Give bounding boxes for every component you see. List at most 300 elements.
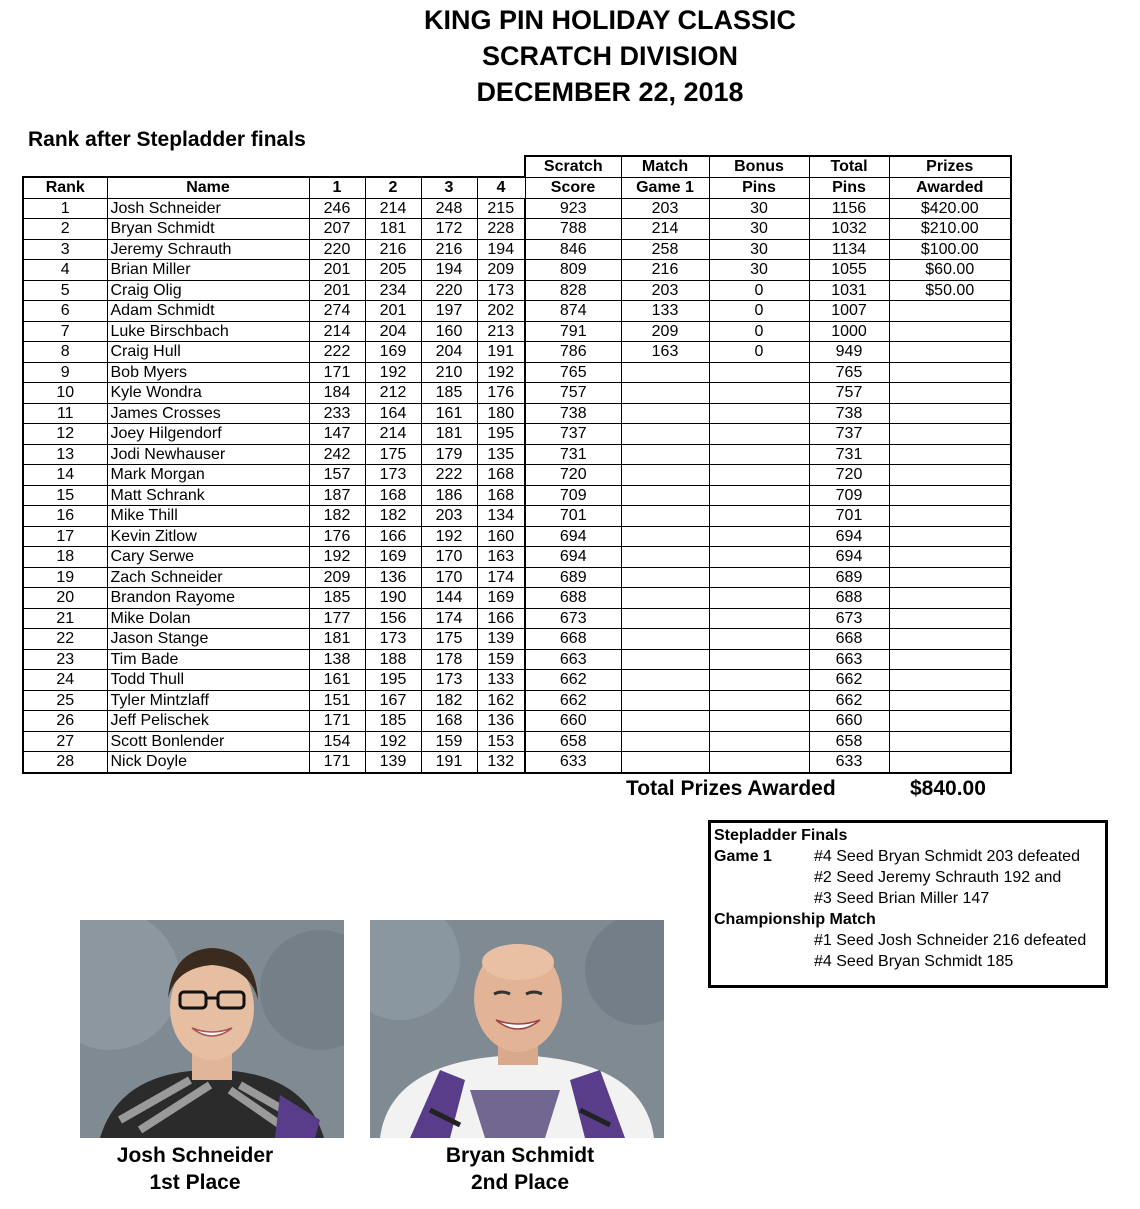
total-prizes-label: Total Prizes Awarded [626, 777, 836, 800]
cell-game-4: 132 [477, 752, 525, 773]
cell-scratch-score: 633 [525, 752, 621, 773]
cell-prize-awarded [889, 731, 1011, 752]
cell-match-game-1: 203 [621, 198, 709, 219]
cell-game-4: 191 [477, 342, 525, 363]
cell-match-game-1 [621, 465, 709, 486]
cell-bonus-pins [709, 608, 809, 629]
cell-game-2: 212 [365, 383, 421, 404]
championship-line: #4 Seed Bryan Schmidt 185 [814, 953, 1014, 970]
table-row [23, 403, 1011, 424]
cell-name: Scott Bonlender [107, 731, 309, 752]
cell-match-game-1: 209 [621, 321, 709, 342]
cell-rank: 18 [23, 547, 107, 568]
cell-game-4: 213 [477, 321, 525, 342]
cell-name: Luke Birschbach [107, 321, 309, 342]
cell-game-1: 176 [309, 526, 365, 547]
cell-game-2: 136 [365, 567, 421, 588]
winner-caption-1 [100, 1142, 290, 1196]
cell-game-1: 171 [309, 752, 365, 773]
cell-game-3: 191 [421, 752, 477, 773]
table-row [23, 219, 1011, 240]
cell-bonus-pins [709, 588, 809, 609]
cell-prize-awarded [889, 567, 1011, 588]
cell-total-pins: 731 [809, 444, 889, 465]
winner-2-name: Bryan Schmidt [445, 1144, 595, 1167]
cell-rank: 24 [23, 670, 107, 691]
cell-prize-awarded: $60.00 [889, 260, 1011, 281]
cell-total-pins: 738 [809, 403, 889, 424]
cell-bonus-pins [709, 526, 809, 547]
cell-rank: 2 [23, 219, 107, 240]
cell-game-2: 185 [365, 711, 421, 732]
cell-scratch-score: 694 [525, 547, 621, 568]
cell-total-pins: 694 [809, 526, 889, 547]
header-row [23, 177, 1011, 198]
cell-game-3: 203 [421, 506, 477, 527]
winner-photo-1 [80, 920, 344, 1138]
col-name: Name [107, 177, 309, 198]
cell-game-1: 220 [309, 239, 365, 260]
cell-match-game-1 [621, 670, 709, 691]
cell-name: Adam Schmidt [107, 301, 309, 322]
table-row [23, 752, 1011, 773]
col-rank: Rank [23, 177, 107, 198]
cell-game-3: 170 [421, 547, 477, 568]
cell-prize-awarded [889, 465, 1011, 486]
col-prizes-bottom: Awarded [889, 177, 1011, 198]
table-row [23, 547, 1011, 568]
cell-game-2: 182 [365, 506, 421, 527]
cell-total-pins: 694 [809, 547, 889, 568]
cell-game-3: 186 [421, 485, 477, 506]
cell-game-4: 176 [477, 383, 525, 404]
game1-line: #4 Seed Bryan Schmidt 203 defeated [814, 848, 1080, 865]
cell-match-game-1 [621, 485, 709, 506]
cell-game-4: 166 [477, 608, 525, 629]
cell-match-game-1 [621, 403, 709, 424]
cell-game-3: 197 [421, 301, 477, 322]
table-row [23, 465, 1011, 486]
table-row [23, 260, 1011, 281]
cell-rank: 17 [23, 526, 107, 547]
cell-bonus-pins: 0 [709, 342, 809, 363]
cell-total-pins: 662 [809, 670, 889, 691]
cell-game-1: 201 [309, 260, 365, 281]
cell-bonus-pins [709, 649, 809, 670]
cell-game-4: 173 [477, 280, 525, 301]
col-total-bottom: Pins [809, 177, 889, 198]
cell-bonus-pins [709, 383, 809, 404]
cell-game-1: 233 [309, 403, 365, 424]
cell-game-3: 210 [421, 362, 477, 383]
cell-name: Bob Myers [107, 362, 309, 383]
cell-total-pins: 709 [809, 485, 889, 506]
cell-game-2: 192 [365, 362, 421, 383]
cell-name: Craig Hull [107, 342, 309, 363]
cell-game-2: 166 [365, 526, 421, 547]
cell-scratch-score: 846 [525, 239, 621, 260]
cell-total-pins: 1031 [809, 280, 889, 301]
results-table [22, 155, 1012, 774]
cell-rank: 8 [23, 342, 107, 363]
table-row [23, 198, 1011, 219]
table-row [23, 649, 1011, 670]
cell-bonus-pins [709, 711, 809, 732]
cell-game-3: 161 [421, 403, 477, 424]
cell-name: Craig Olig [107, 280, 309, 301]
cell-scratch-score: 738 [525, 403, 621, 424]
cell-game-4: 202 [477, 301, 525, 322]
cell-match-game-1 [621, 731, 709, 752]
cell-scratch-score: 788 [525, 219, 621, 240]
cell-game-1: 246 [309, 198, 365, 219]
cell-game-1: 161 [309, 670, 365, 691]
cell-match-game-1 [621, 629, 709, 650]
cell-scratch-score: 658 [525, 731, 621, 752]
table-row [23, 280, 1011, 301]
cell-game-2: 167 [365, 690, 421, 711]
cell-game-4: 139 [477, 629, 525, 650]
cell-match-game-1: 216 [621, 260, 709, 281]
cell-rank: 11 [23, 403, 107, 424]
cell-rank: 9 [23, 362, 107, 383]
cell-game-2: 175 [365, 444, 421, 465]
total-prizes-value: $840.00 [910, 777, 986, 800]
cell-game-2: 188 [365, 649, 421, 670]
cell-game-4: 136 [477, 711, 525, 732]
cell-total-pins: 949 [809, 342, 889, 363]
cell-scratch-score: 765 [525, 362, 621, 383]
cell-game-1: 184 [309, 383, 365, 404]
table-row [23, 588, 1011, 609]
cell-game-1: 138 [309, 649, 365, 670]
cell-game-1: 201 [309, 280, 365, 301]
cell-game-2: 169 [365, 547, 421, 568]
col-game-3: 3 [421, 177, 477, 198]
cell-bonus-pins [709, 424, 809, 445]
cell-match-game-1 [621, 649, 709, 670]
cell-bonus-pins [709, 567, 809, 588]
cell-prize-awarded: $100.00 [889, 239, 1011, 260]
cell-scratch-score: 688 [525, 588, 621, 609]
cell-match-game-1 [621, 567, 709, 588]
cell-match-game-1: 163 [621, 342, 709, 363]
winner-1-place: 1st Place [149, 1171, 241, 1194]
cell-rank: 19 [23, 567, 107, 588]
cell-match-game-1: 133 [621, 301, 709, 322]
cell-match-game-1 [621, 690, 709, 711]
cell-scratch-score: 737 [525, 424, 621, 445]
title-line-2: SCRATCH DIVISION [481, 41, 738, 71]
cell-prize-awarded: $210.00 [889, 219, 1011, 240]
cell-game-1: 171 [309, 711, 365, 732]
col-game-2: 2 [365, 177, 421, 198]
table-row [23, 506, 1011, 527]
cell-prize-awarded [889, 362, 1011, 383]
cell-bonus-pins: 0 [709, 301, 809, 322]
cell-game-1: 209 [309, 567, 365, 588]
stepladder-finals-box [708, 820, 1108, 988]
cell-game-1: 222 [309, 342, 365, 363]
cell-match-game-1 [621, 424, 709, 445]
cell-bonus-pins [709, 752, 809, 773]
finals-heading: Stepladder Finals [714, 827, 848, 844]
cell-bonus-pins [709, 362, 809, 383]
cell-match-game-1 [621, 608, 709, 629]
cell-total-pins: 737 [809, 424, 889, 445]
cell-name: Mark Morgan [107, 465, 309, 486]
cell-match-game-1: 214 [621, 219, 709, 240]
cell-prize-awarded [889, 383, 1011, 404]
cell-name: Tyler Mintzlaff [107, 690, 309, 711]
cell-bonus-pins [709, 731, 809, 752]
cell-match-game-1 [621, 444, 709, 465]
cell-match-game-1: 258 [621, 239, 709, 260]
table-row [23, 690, 1011, 711]
col-bonus-top: Bonus [709, 156, 809, 177]
cell-match-game-1 [621, 362, 709, 383]
cell-game-4: 168 [477, 465, 525, 486]
cell-game-2: 214 [365, 424, 421, 445]
cell-scratch-score: 701 [525, 506, 621, 527]
cell-prize-awarded [889, 649, 1011, 670]
cell-bonus-pins [709, 444, 809, 465]
winner-photo-2-image [370, 920, 664, 1138]
cell-game-1: 185 [309, 588, 365, 609]
cell-rank: 3 [23, 239, 107, 260]
cell-total-pins: 668 [809, 629, 889, 650]
winner-caption-2 [425, 1142, 615, 1196]
col-total-top: Total [809, 156, 889, 177]
cell-game-4: 192 [477, 362, 525, 383]
table-row [23, 362, 1011, 383]
table-row [23, 485, 1011, 506]
cell-total-pins: 662 [809, 690, 889, 711]
cell-rank: 13 [23, 444, 107, 465]
cell-game-3: 160 [421, 321, 477, 342]
table-row [23, 239, 1011, 260]
cell-name: Brian Miller [107, 260, 309, 281]
cell-rank: 10 [23, 383, 107, 404]
cell-rank: 28 [23, 752, 107, 773]
cell-total-pins: 633 [809, 752, 889, 773]
cell-rank: 21 [23, 608, 107, 629]
cell-game-2: 156 [365, 608, 421, 629]
cell-bonus-pins [709, 506, 809, 527]
cell-total-pins: 1007 [809, 301, 889, 322]
cell-scratch-score: 709 [525, 485, 621, 506]
cell-game-3: 220 [421, 280, 477, 301]
cell-match-game-1: 203 [621, 280, 709, 301]
cell-game-1: 242 [309, 444, 365, 465]
col-scratch-top: Scratch [525, 156, 621, 177]
cell-game-3: 222 [421, 465, 477, 486]
col-match-top: Match [621, 156, 709, 177]
subtitle: Rank after Stepladder finals [28, 128, 306, 151]
cell-name: Mike Dolan [107, 608, 309, 629]
cell-scratch-score: 791 [525, 321, 621, 342]
cell-name: Brandon Rayome [107, 588, 309, 609]
cell-scratch-score: 662 [525, 670, 621, 691]
cell-game-2: 195 [365, 670, 421, 691]
cell-game-1: 274 [309, 301, 365, 322]
cell-bonus-pins [709, 690, 809, 711]
cell-game-3: 192 [421, 526, 477, 547]
cell-game-1: 181 [309, 629, 365, 650]
cell-rank: 12 [23, 424, 107, 445]
cell-rank: 27 [23, 731, 107, 752]
cell-game-2: 201 [365, 301, 421, 322]
cell-name: James Crosses [107, 403, 309, 424]
cell-game-4: 174 [477, 567, 525, 588]
cell-game-1: 177 [309, 608, 365, 629]
table-row [23, 321, 1011, 342]
cell-prize-awarded [889, 547, 1011, 568]
cell-game-3: 174 [421, 608, 477, 629]
col-game-1: 1 [309, 177, 365, 198]
cell-prize-awarded [889, 629, 1011, 650]
cell-game-1: 151 [309, 690, 365, 711]
cell-scratch-score: 689 [525, 567, 621, 588]
cell-rank: 7 [23, 321, 107, 342]
cell-game-4: 134 [477, 506, 525, 527]
cell-scratch-score: 694 [525, 526, 621, 547]
cell-game-1: 154 [309, 731, 365, 752]
cell-name: Jodi Newhauser [107, 444, 309, 465]
cell-rank: 26 [23, 711, 107, 732]
cell-game-3: 172 [421, 219, 477, 240]
col-game-4: 4 [477, 177, 525, 198]
cell-game-2: 204 [365, 321, 421, 342]
cell-game-2: 173 [365, 629, 421, 650]
cell-game-2: 216 [365, 239, 421, 260]
cell-game-4: 169 [477, 588, 525, 609]
table-row [23, 711, 1011, 732]
table-row [23, 526, 1011, 547]
cell-match-game-1 [621, 506, 709, 527]
cell-name: Kevin Zitlow [107, 526, 309, 547]
cell-total-pins: 1156 [809, 198, 889, 219]
cell-total-pins: 1032 [809, 219, 889, 240]
cell-scratch-score: 923 [525, 198, 621, 219]
cell-name: Tim Bade [107, 649, 309, 670]
cell-game-2: 205 [365, 260, 421, 281]
cell-game-3: 248 [421, 198, 477, 219]
cell-game-4: 163 [477, 547, 525, 568]
cell-name: Nick Doyle [107, 752, 309, 773]
cell-bonus-pins: 30 [709, 198, 809, 219]
cell-prize-awarded [889, 752, 1011, 773]
title-line-1: KING PIN HOLIDAY CLASSIC [423, 5, 797, 35]
game1-line: #3 Seed Brian Miller 147 [814, 890, 990, 907]
cell-prize-awarded [889, 506, 1011, 527]
cell-prize-awarded [889, 444, 1011, 465]
cell-prize-awarded [889, 403, 1011, 424]
cell-scratch-score: 662 [525, 690, 621, 711]
cell-game-2: 168 [365, 485, 421, 506]
game1-label: Game 1 [714, 848, 772, 865]
cell-rank: 23 [23, 649, 107, 670]
cell-game-3: 216 [421, 239, 477, 260]
cell-game-2: 139 [365, 752, 421, 773]
cell-total-pins: 1055 [809, 260, 889, 281]
cell-name: Mike Thill [107, 506, 309, 527]
cell-bonus-pins: 30 [709, 219, 809, 240]
cell-total-pins: 689 [809, 567, 889, 588]
cell-game-3: 194 [421, 260, 477, 281]
cell-total-pins: 658 [809, 731, 889, 752]
results-body [23, 198, 1011, 773]
cell-game-3: 178 [421, 649, 477, 670]
cell-total-pins: 660 [809, 711, 889, 732]
cell-game-2: 192 [365, 731, 421, 752]
cell-game-3: 159 [421, 731, 477, 752]
cell-rank: 1 [23, 198, 107, 219]
cell-total-pins: 720 [809, 465, 889, 486]
cell-rank: 20 [23, 588, 107, 609]
cell-game-1: 171 [309, 362, 365, 383]
cell-total-pins: 673 [809, 608, 889, 629]
table-row [23, 567, 1011, 588]
cell-scratch-score: 660 [525, 711, 621, 732]
cell-prize-awarded [889, 424, 1011, 445]
cell-game-3: 182 [421, 690, 477, 711]
cell-game-3: 170 [421, 567, 477, 588]
cell-rank: 14 [23, 465, 107, 486]
game1-line: #2 Seed Jeremy Schrauth 192 and [814, 869, 1062, 886]
cell-game-3: 204 [421, 342, 477, 363]
cell-name: Todd Thull [107, 670, 309, 691]
col-scratch-bottom: Score [525, 177, 621, 198]
cell-scratch-score: 874 [525, 301, 621, 322]
cell-scratch-score: 786 [525, 342, 621, 363]
cell-match-game-1 [621, 711, 709, 732]
cell-game-3: 185 [421, 383, 477, 404]
cell-game-2: 234 [365, 280, 421, 301]
cell-match-game-1 [621, 526, 709, 547]
cell-scratch-score: 731 [525, 444, 621, 465]
cell-prize-awarded [889, 670, 1011, 691]
championship-label: Championship Match [714, 911, 876, 928]
cell-game-2: 190 [365, 588, 421, 609]
cell-rank: 6 [23, 301, 107, 322]
cell-prize-awarded [889, 342, 1011, 363]
championship-line: #1 Seed Josh Schneider 216 defeated [814, 932, 1087, 949]
winner-2-place: 2nd Place [470, 1171, 570, 1194]
cell-game-2: 181 [365, 219, 421, 240]
cell-bonus-pins [709, 465, 809, 486]
cell-prize-awarded [889, 608, 1011, 629]
table-row [23, 629, 1011, 650]
cell-name: Joey Hilgendorf [107, 424, 309, 445]
table-row [23, 608, 1011, 629]
cell-game-1: 147 [309, 424, 365, 445]
cell-name: Zach Schneider [107, 567, 309, 588]
cell-name: Josh Schneider [107, 198, 309, 219]
table-row [23, 383, 1011, 404]
cell-prize-awarded [889, 711, 1011, 732]
cell-match-game-1 [621, 752, 709, 773]
cell-total-pins: 688 [809, 588, 889, 609]
cell-name: Jason Stange [107, 629, 309, 650]
col-match-bottom: Game 1 [621, 177, 709, 198]
cell-bonus-pins [709, 629, 809, 650]
cell-game-4: 168 [477, 485, 525, 506]
cell-game-1: 192 [309, 547, 365, 568]
cell-game-4: 228 [477, 219, 525, 240]
cell-bonus-pins [709, 403, 809, 424]
cell-match-game-1 [621, 588, 709, 609]
